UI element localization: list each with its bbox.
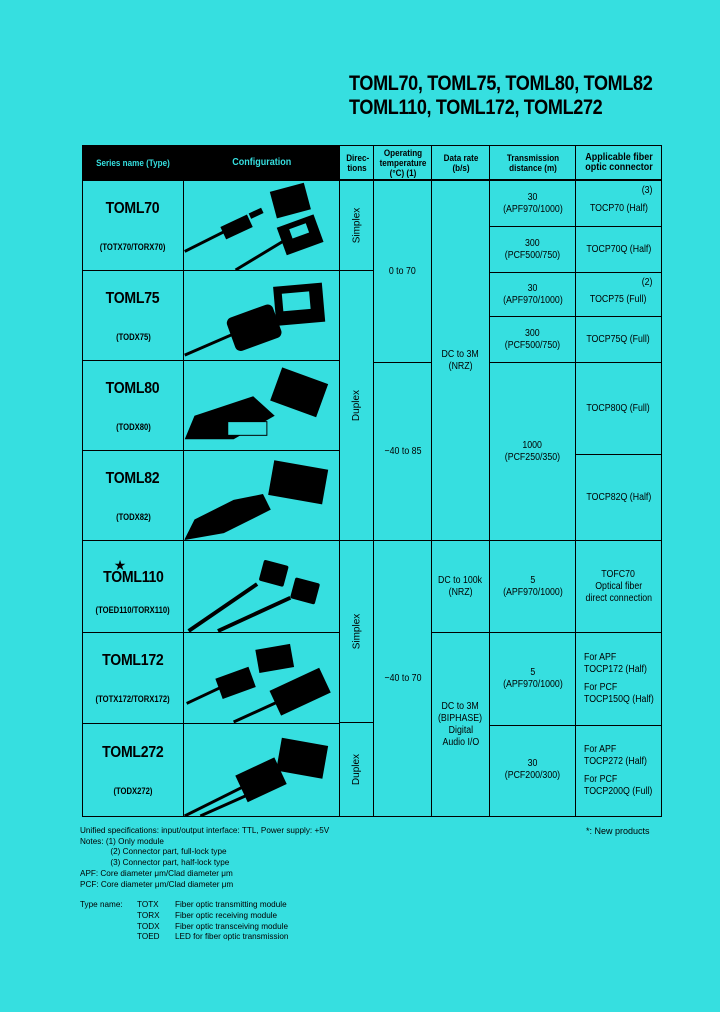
connector-cell xyxy=(575,632,662,726)
footnotes xyxy=(80,825,329,942)
distance-fiber: (PCF500/750) xyxy=(504,339,561,351)
connector-name: TOCP80Q (Full) xyxy=(586,402,651,414)
series-name: TOML75 xyxy=(106,289,160,307)
distance-cell xyxy=(489,725,576,817)
connector-pair-icon xyxy=(184,181,339,270)
data-rate-line: DC to 100k xyxy=(438,574,483,586)
connector-pair-icon xyxy=(184,451,339,540)
apf-definition: APF: Core diameter μm/Clad diameter μm xyxy=(80,867,233,878)
type-name-row xyxy=(80,910,329,921)
type-name-label: Type name: xyxy=(80,899,123,910)
series-type: (TOTX172/TORX172) xyxy=(95,694,171,704)
type-code: TOTX xyxy=(137,899,159,910)
series-type: (TODX82) xyxy=(115,511,151,522)
direction-label: Duplex xyxy=(350,753,362,786)
type-desc: LED for fiber optic transmission xyxy=(175,931,289,942)
connector-name: TOCP82Q (Half) xyxy=(586,491,651,503)
header-series xyxy=(82,145,184,181)
data-rate-100k-nrz xyxy=(431,540,490,633)
distance-cell xyxy=(489,362,576,541)
config-image-toml80 xyxy=(183,360,340,451)
distance-value: 300 xyxy=(525,327,540,339)
distance-fiber: (PCF500/750) xyxy=(504,249,561,261)
distance-value: 300 xyxy=(525,237,540,249)
header-temperature xyxy=(373,145,432,181)
connector-pair-icon xyxy=(184,361,339,450)
data-rate-line: Audio I/O xyxy=(442,736,479,748)
header-data-rate-label: Data rate (b/s) xyxy=(443,152,478,173)
note-1: Notes: (1) Only module xyxy=(80,835,164,846)
distance-fiber: (PCF250/350) xyxy=(504,451,561,463)
type-code: TODX xyxy=(137,920,160,931)
connector-name: TOCP70Q (Half) xyxy=(586,243,651,255)
fiber-led-pair-icon xyxy=(184,541,339,632)
header-distance xyxy=(489,145,576,181)
unified-spec: Unified specifications: input/output interface: TTL, Power supply: +5V xyxy=(80,825,330,835)
data-rate-line: (NRZ) xyxy=(448,586,473,598)
type-code: TOED xyxy=(137,931,160,942)
config-image-toml172 xyxy=(183,632,340,724)
new-product-star-icon: ★ xyxy=(113,556,127,573)
distance-value: 30 xyxy=(527,191,538,203)
direction-duplex-1 xyxy=(339,270,374,541)
connector-pair-icon xyxy=(184,724,339,816)
note-ref: (2) xyxy=(641,277,653,288)
header-configuration xyxy=(183,145,340,181)
connector-line: Optical fiber xyxy=(595,580,642,592)
temp-range-minus40-70 xyxy=(373,540,432,817)
note-3: (3) Connector part, half-lock type xyxy=(110,857,230,868)
title-line-1: TOML70, TOML75, TOML80, TOML82 xyxy=(349,72,653,95)
temp-value: −40 to 70 xyxy=(384,672,421,684)
distance-fiber: (APF970/1000) xyxy=(502,203,563,215)
connector-cell xyxy=(575,226,662,273)
temp-value: 0 to 70 xyxy=(389,265,416,277)
product-table xyxy=(82,145,662,817)
connector-pcf-label: For PCF xyxy=(584,682,618,693)
distance-cell xyxy=(489,632,576,726)
note-ref: (3) xyxy=(641,185,653,196)
series-row-toml82 xyxy=(82,450,184,541)
config-image-toml82 xyxy=(183,450,340,541)
type-code: TORX xyxy=(137,909,160,920)
series-name: TOML110 xyxy=(102,568,164,586)
connector-name: TOCP70 (Half) xyxy=(589,202,648,214)
connector-pcf: TOCP200Q (Full) xyxy=(584,786,653,797)
distance-fiber: (APF970/1000) xyxy=(502,679,563,690)
temp-range-minus40-85 xyxy=(373,362,432,541)
series-name: TOML272 xyxy=(102,744,164,761)
connector-cell xyxy=(575,454,662,541)
header-directions-label: Direc- tions xyxy=(345,152,369,173)
note-2: (2) Connector part, full-lock type xyxy=(110,846,227,857)
header-directions xyxy=(339,145,374,181)
distance-value: 5 xyxy=(530,574,535,586)
distance-fiber: (PCF200/300) xyxy=(504,770,561,781)
connector-pair-icon xyxy=(184,633,339,723)
connector-apf: TOCP172 (Half) xyxy=(584,664,647,675)
distance-value: 1000 xyxy=(522,439,543,451)
series-row-toml110 xyxy=(82,540,184,633)
series-name: TOML80 xyxy=(106,379,160,397)
title-line-2: TOML110, TOML172, TOML272 xyxy=(349,96,603,119)
connector-line: direct connection xyxy=(585,592,652,604)
temp-range-0-70 xyxy=(373,180,432,363)
series-type: (TODX272) xyxy=(113,786,153,796)
data-rate-line: (NRZ) xyxy=(448,360,473,372)
config-image-toml75 xyxy=(183,270,340,361)
distance-cell xyxy=(489,226,576,273)
data-rate-line: DC to 3M xyxy=(441,348,480,360)
distance-cell xyxy=(489,272,576,317)
distance-value: 30 xyxy=(527,282,538,294)
series-row-toml172 xyxy=(82,632,184,724)
new-products-legend: *: New products xyxy=(586,826,650,836)
series-type: (TOED110/TORX110) xyxy=(95,604,171,615)
type-desc: Fiber optic transceiving module xyxy=(175,920,288,931)
pcf-definition: PCF: Core diameter μm/Clad diameter μm xyxy=(80,878,234,889)
series-row-toml272 xyxy=(82,723,184,817)
series-type: (TOTX70/TORX70) xyxy=(100,241,166,252)
config-image-toml272 xyxy=(183,723,340,817)
type-name-row xyxy=(80,899,329,910)
page-title xyxy=(349,72,652,120)
connector-name: TOCP75Q (Full) xyxy=(586,333,651,345)
header-distance-label: Transmission distance (m) xyxy=(506,152,559,173)
connector-line: TOFC70 xyxy=(601,568,636,580)
direction-label: Simplex xyxy=(351,613,363,650)
connector-pair-icon xyxy=(184,271,339,360)
series-row-toml80 xyxy=(82,360,184,451)
config-image-toml70 xyxy=(183,180,340,271)
connector-cell xyxy=(575,272,662,317)
data-rate-3m-nrz xyxy=(431,180,490,541)
header-temperature-label: Operating temperature (°C) (1) xyxy=(379,147,426,178)
header-connector xyxy=(575,145,662,181)
data-rate-3m-biphase xyxy=(431,632,490,817)
distance-value: 30 xyxy=(527,758,538,769)
connector-pcf-label: For PCF xyxy=(584,774,618,785)
series-name: TOML172 xyxy=(102,652,164,669)
distance-value: 5 xyxy=(530,667,535,678)
direction-simplex-1 xyxy=(339,180,374,271)
series-row-toml75 xyxy=(82,270,184,361)
data-rate-line: Digital xyxy=(448,724,473,736)
data-rate-line: (BIPHASE) xyxy=(438,712,483,724)
connector-cell xyxy=(575,362,662,455)
direction-duplex-2 xyxy=(339,722,374,817)
connector-name: TOCP75 (Full) xyxy=(590,293,647,305)
direction-label: Duplex xyxy=(350,389,362,422)
type-desc: Fiber optic transmitting module xyxy=(175,899,287,910)
connector-cell xyxy=(575,540,662,633)
data-rate-line: DC to 3M xyxy=(441,700,480,712)
distance-cell xyxy=(489,316,576,363)
series-name: TOML82 xyxy=(106,469,160,487)
direction-label: Simplex xyxy=(351,207,363,244)
header-configuration-label: Configuration xyxy=(231,156,291,168)
connector-apf-label: For APF xyxy=(584,652,617,663)
connector-pcf: TOCP150Q (Half) xyxy=(584,694,654,705)
connector-cell xyxy=(575,725,662,817)
distance-fiber: (APF970/1000) xyxy=(502,586,563,598)
header-series-label: Series name (Type) xyxy=(96,157,170,168)
distance-cell xyxy=(489,540,576,633)
distance-fiber: (APF970/1000) xyxy=(502,294,563,306)
connector-apf: TOCP272 (Half) xyxy=(584,756,647,767)
series-type: (TODX75) xyxy=(115,331,151,342)
config-image-toml110 xyxy=(183,540,340,633)
type-desc: Fiber optic receiving module xyxy=(175,909,278,920)
header-data-rate xyxy=(431,145,490,181)
series-type: (TODX80) xyxy=(115,421,151,432)
direction-simplex-2 xyxy=(339,540,374,723)
series-row-toml70 xyxy=(82,180,184,271)
temp-value: −40 to 85 xyxy=(384,445,421,457)
type-name-row xyxy=(80,931,329,942)
header-connector-label: Applicable fiber optic connector xyxy=(584,151,653,173)
type-name-row xyxy=(80,921,329,932)
connector-cell xyxy=(575,316,662,363)
series-name: TOML70 xyxy=(106,199,160,217)
connector-apf-label: For APF xyxy=(584,744,617,755)
distance-cell xyxy=(489,180,576,227)
connector-cell xyxy=(575,180,662,227)
